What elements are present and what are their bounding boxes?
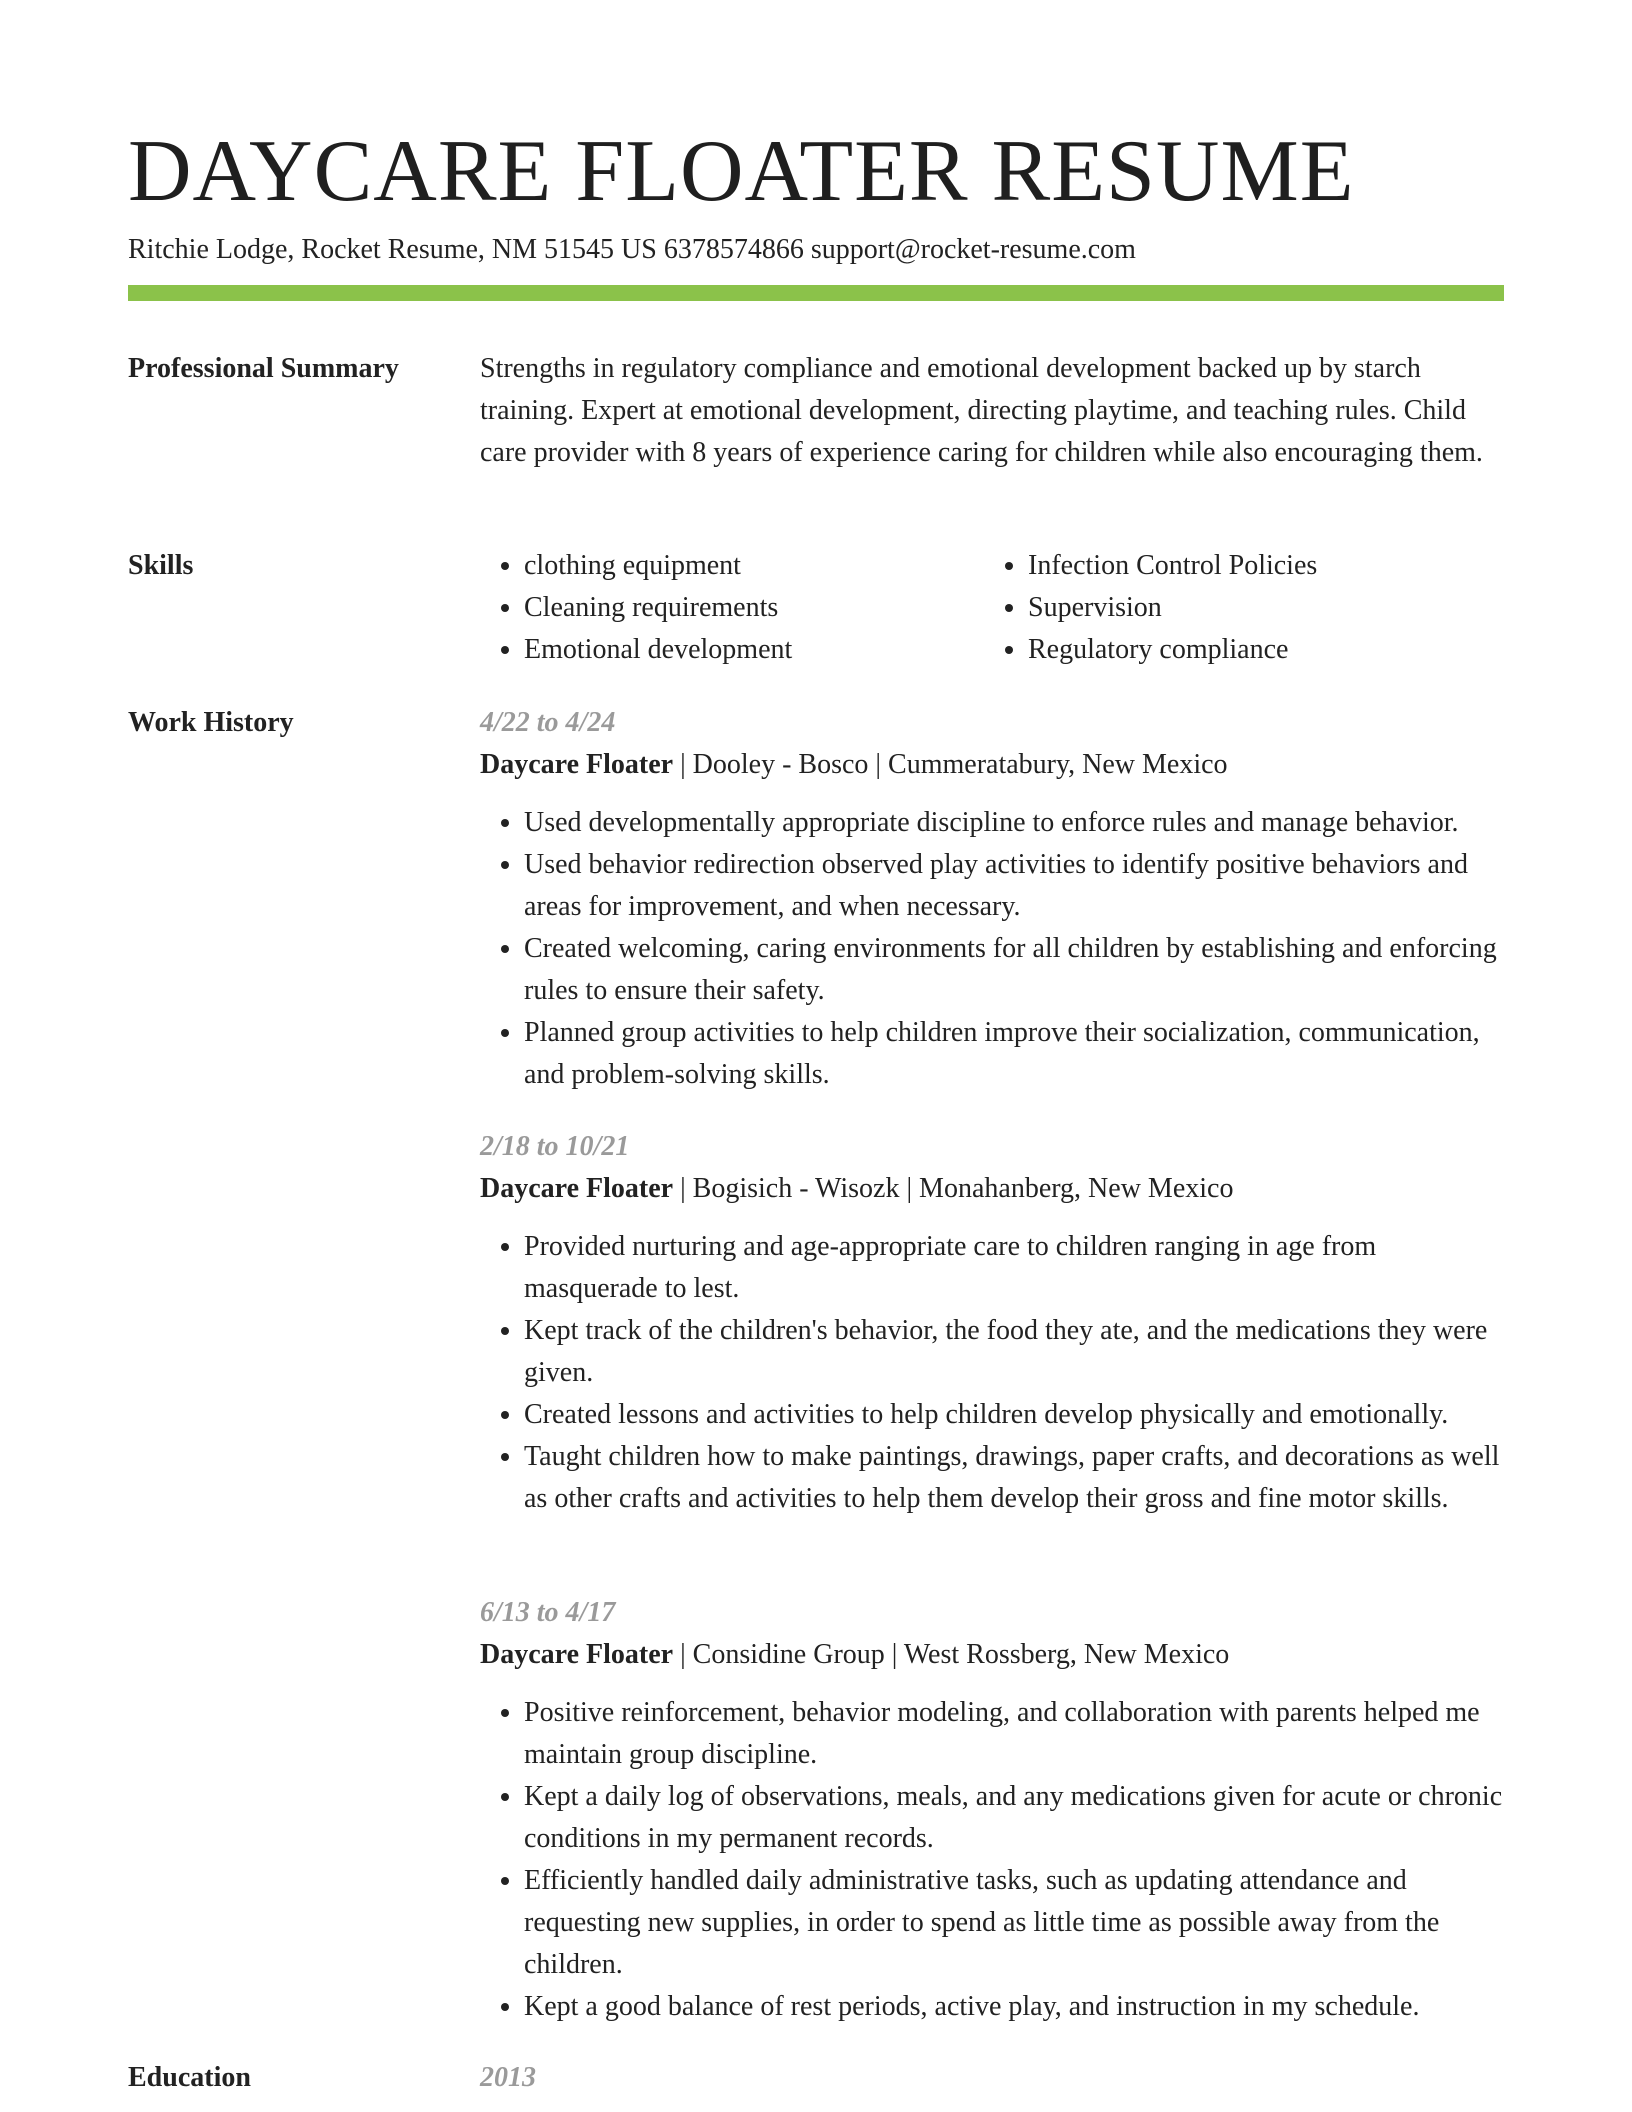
skill-item: • Emotional development <box>524 629 984 671</box>
skill-item: • Regulatory compliance <box>1028 629 1488 671</box>
accent-divider <box>128 285 1504 301</box>
job-bullet: • Taught children how to make paintings, drawings, paper crafts, and decorations as well as other crafts and activities to help them develop their gross and fine motor skills. <box>524 1436 1504 1520</box>
skill-item: • Infection Control Policies <box>1028 545 1488 587</box>
skills-label: Skills <box>128 550 194 581</box>
job-title: Daycare Floater <box>480 749 674 780</box>
job-details: | Dooley - Bosco | Cummeratabury, New Mexico <box>673 749 1228 780</box>
resume-title: DAYCARE FLOATER RESUME <box>128 123 1355 220</box>
job-entry <box>480 702 1504 1096</box>
skill-item: • Cleaning requirements <box>524 587 984 629</box>
job-entry <box>480 1592 1504 2028</box>
summary-content <box>480 348 1504 474</box>
skills-content <box>480 545 1504 671</box>
education-content <box>480 2057 1504 2099</box>
summary-label: Professional Summary <box>128 353 399 384</box>
job-bullet: • Planned group activities to help children improve their socialization, communication, and problem-solving skills. <box>524 1012 1504 1096</box>
job-bullet: • Kept a daily log of observations, meals, and any medications given for acute or chronic conditions in my permanent records. <box>524 1776 1504 1860</box>
work-history-label: Work History <box>128 707 294 738</box>
job-bullet: • Used behavior redirection observed play activities to identify positive behaviors and areas for improvement, and when necessary. <box>524 844 1504 928</box>
skills-list-left <box>480 545 984 671</box>
summary-text: Strengths in regulatory compliance and emotional development backed up by starch training. Expert at emotional development, directing playtime, and teaching rules. Child care provider with 8 years of experience caring for children while also encouraging them. <box>480 353 1483 468</box>
job-details: | Bogisich - Wisozk | Monahanberg, New Mexico <box>673 1173 1234 1204</box>
skills-list-right <box>984 545 1488 671</box>
job-title: Daycare Floater <box>480 1639 674 1670</box>
job-bullet: • Efficiently handled daily administrative tasks, such as updating attendance and requesting new supplies, in order to spend as little time as possible away from the children. <box>524 1860 1504 1986</box>
job-bullet: • Provided nurturing and age-appropriate care to children ranging in age from masquerade to lest. <box>524 1226 1504 1310</box>
job-bullet: • Created lessons and activities to help children develop physically and emotionally. <box>524 1394 1504 1436</box>
job-details: | Considine Group | West Rossberg, New Mexico <box>673 1639 1230 1670</box>
job-bullet: • Kept a good balance of rest periods, active play, and instruction in my schedule. <box>524 1986 1504 2028</box>
skills-grid <box>480 545 1504 671</box>
job-bullet: • Positive reinforcement, behavior modeling, and collaboration with parents helped me maintain group discipline. <box>524 1692 1504 1776</box>
education-year: 2013 <box>480 2062 536 2093</box>
job-dates: 4/22 to 4/24 <box>480 707 616 738</box>
job-bullets <box>480 802 1504 1096</box>
contact-line: Ritchie Lodge, Rocket Resume, NM 51545 US 6378574866 support@rocket-resume.com <box>128 234 1136 265</box>
job-title-line <box>480 1168 1504 1210</box>
skill-item: • Supervision <box>1028 587 1488 629</box>
job-entry <box>480 1126 1504 1520</box>
skill-item: • clothing equipment <box>524 545 984 587</box>
job-bullet: • Created welcoming, caring environments for all children by establishing and enforcing rules to ensure their safety. <box>524 928 1504 1012</box>
job-title: Daycare Floater <box>480 1173 674 1204</box>
job-dates: 6/13 to 4/17 <box>480 1597 616 1628</box>
job-bullet: • Used developmentally appropriate discipline to enforce rules and manage behavior. <box>524 802 1504 844</box>
job-bullets <box>480 1692 1504 2028</box>
job-bullets <box>480 1226 1504 1520</box>
job-title-line <box>480 1634 1504 1676</box>
job-bullet: • Kept track of the children's behavior, the food they ate, and the medications they were given. <box>524 1310 1504 1394</box>
job-dates: 2/18 to 10/21 <box>480 1131 630 1162</box>
education-label: Education <box>128 2062 251 2093</box>
job-title-line <box>480 744 1504 786</box>
